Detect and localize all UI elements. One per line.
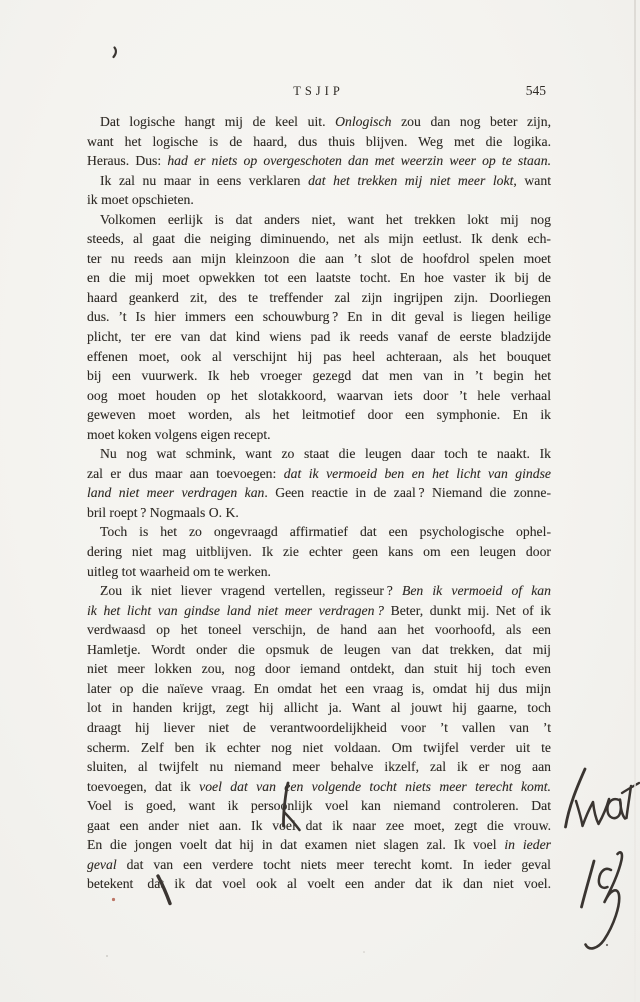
text-segment: niet meer lokken zou, nog door iemand ontdekt, dan stuit hij toch even — [87, 661, 551, 677]
text-line — [87, 796, 551, 816]
handwritten-c — [599, 869, 611, 888]
text-line — [87, 659, 551, 679]
text-segment: Beter, dunkt mij. Net of ik — [384, 602, 551, 618]
text-line — [87, 777, 551, 797]
handwritten-a — [607, 799, 625, 818]
text-segment: Dat logische hangt mij de keel uit. — [100, 114, 336, 129]
text-line — [87, 268, 551, 288]
text-line — [87, 444, 551, 464]
text-line — [87, 171, 551, 191]
text-line — [87, 874, 551, 894]
text-line — [87, 835, 551, 855]
handwritten-t-crossbar — [622, 783, 639, 793]
italic-text-segment: geval — [87, 856, 117, 872]
text-segment: haard geankerd zit, des te treffender zal zijn ingrijpen zijn. Doorliegen — [87, 289, 551, 305]
italic-text-segment: Ben ik vermoeid of kan — [401, 583, 551, 599]
text-segment: Zou ik niet liever vragend vertellen, regisseur ? — [100, 583, 402, 599]
text-segment: verdwaasd op het toneel verschijn, de hand aan het voorhoofd, als een — [87, 622, 551, 638]
text-line — [87, 542, 551, 562]
margin-brace-stroke — [566, 769, 586, 827]
text-line — [87, 366, 551, 386]
text-segment: Heraus. Dus: — [87, 153, 168, 169]
text-segment: Hamletje. Wordt onder die opsmuk de leugen van dat trekken, dat mij — [87, 641, 551, 657]
margin-annotation-wat — [576, 783, 639, 826]
text-segment: geweven moet worden, als het leitmotief door een symphonie. En ik — [87, 407, 551, 423]
paper-speck — [363, 951, 365, 953]
text-line — [87, 405, 551, 425]
italic-text-segment: in ieder — [504, 837, 551, 853]
text-segment: Toch is het zo ongevraagd affirmatief dat een psychologische ophel- — [100, 524, 551, 540]
text-segment: En die jongen voelt dat hij in dat examen niet slagen zal. Ik voel — [87, 837, 505, 853]
text-line — [87, 112, 551, 132]
text-line — [87, 679, 551, 699]
text-line — [87, 327, 551, 347]
handwritten-w — [576, 799, 609, 826]
text-segment: lot in handen krijgt, zegt hij allicht ja. Want al jouwt hij gaarne, toch — [87, 700, 551, 716]
italic-text-segment: dat het trekken mij niet meer lokt — [308, 172, 514, 188]
text-line — [87, 757, 551, 777]
handwritten-i-stroke — [582, 861, 595, 907]
text-segment: sluiten, al twijfelt nu niemand meer behalve ikzelf, zal ik er nog aan — [87, 759, 551, 775]
text-line — [87, 151, 551, 171]
ink-dot — [606, 944, 608, 946]
text-line — [87, 620, 551, 640]
italic-text-segment: ik het licht van gindse land niet meer verdragen ? — [87, 602, 385, 618]
page-edge-artifact — [634, 0, 636, 1002]
text-line — [87, 581, 551, 601]
text-segment: moet koken volgens eigen recept. — [87, 426, 271, 442]
text-segment: later op die naïeve vraag. En omdat het een vraag is, omdat hij dus mijn — [87, 680, 551, 696]
text-line — [87, 483, 551, 503]
text-segment: zal er dus maar aan toevoegen: — [87, 465, 284, 481]
text-segment: plicht, ter ere van dat kind wiens pad ik reeds vanaf de eerste bladzijde — [87, 329, 551, 345]
italic-text-segment: had er niets op overgeschoten dan met weerzin weer op te staan. — [167, 153, 551, 169]
text-segment: bril roept ? Nogmaals O. K. — [87, 504, 239, 520]
handwritten-t — [627, 786, 632, 818]
text-segment: dat ik dat voel ook al voelt een ander dat ik dan niet voel. — [147, 876, 551, 892]
text-segment: Ik zal nu maar in eens verklaren — [100, 172, 309, 188]
text-line — [87, 698, 551, 718]
text-line — [87, 816, 551, 836]
running-title: TSJIP — [293, 84, 344, 98]
text-line — [87, 347, 551, 367]
handwritten-h-loop — [586, 852, 622, 948]
text-line — [87, 425, 551, 445]
italic-text-segment: dat ik vermoeid ben en het licht van gindse — [283, 465, 552, 481]
text-line — [87, 503, 551, 523]
text-line — [87, 288, 551, 308]
text-line — [87, 738, 551, 758]
text-segment: en die mij moet opwekken tot een laatste tocht. En hoe vaster ik bij de — [87, 270, 551, 286]
text-line — [87, 522, 551, 542]
italic-text-segment: voel dat van een volgende tocht niets meer terecht komt. — [199, 778, 551, 794]
text-segment: oog moet houden op het slotakkoord, waarvan iets door ’t hele verhaal — [87, 387, 551, 403]
text-line — [87, 386, 551, 406]
text-segment: effenen moet, ook al verschijnt hij pas heel achteraan, als het bouquet — [87, 348, 551, 364]
text-line — [87, 210, 551, 230]
text-segment: . Geen reactie in de zaal ? Niemand die zonne- — [264, 485, 552, 501]
italic-text-segment: land niet meer verdragen kan — [87, 485, 265, 501]
text-line — [87, 229, 551, 249]
text-segment: uitleg tot waarheid om te werken. — [87, 563, 271, 579]
text-line — [87, 307, 551, 327]
text-segment: want het logische is de haard, dus thuis blijven. Weg met die logika. — [87, 133, 551, 149]
text-segment: ik moet opschieten. — [87, 192, 194, 208]
page-number: 545 — [525, 83, 546, 98]
text-line — [87, 249, 551, 269]
text-segment: dering niet mag uitblijven. Ik zie echter geen kans om een leugen door — [87, 544, 551, 560]
text-segment: dus. ’t Is hier immers een schouwburg ? En in dit geval is liegen heilige — [87, 309, 551, 325]
text-line — [87, 601, 551, 621]
text-segment: steeds, al gaat die neiging diminuendo, net als mijn eetlust. Ik denk ech- — [87, 231, 551, 247]
text-line — [87, 132, 551, 152]
text-segment: bij een vuurwerk. Ik heb vroeger gezegd dat men van in ’t begin het — [87, 368, 551, 384]
pen-tick-mark — [114, 48, 116, 58]
text-line — [87, 718, 551, 738]
text-segment: scherm. Zelf ben ik echter nog niet voldaan. Om twijfel verder uit te — [87, 739, 551, 755]
text-line — [87, 190, 551, 210]
text-segment: betekent — [87, 876, 134, 892]
paper-speck — [106, 955, 108, 957]
red-speck — [112, 898, 115, 901]
italic-text-segment: Onlogisch — [335, 114, 392, 129]
text-segment: toevoegen, dat ik — [87, 778, 200, 794]
text-segment: , want — [513, 172, 551, 188]
text-line — [87, 855, 551, 875]
text-segment: gaat een ander niet aan. Ik voel dat ik naar zee moet, zegt die vrouw. — [87, 817, 551, 833]
text-line — [87, 562, 551, 582]
text-segment: zou dan nog beter zijn, — [391, 114, 551, 129]
text-segment: Nu nog wat schmink, want zo staat die leugen daar toch te naakt. Ik — [100, 446, 551, 462]
text-segment: Voel is goed, want ik persoonlijk voel kan niemand controleren. Dat — [87, 798, 551, 814]
running-head — [88, 84, 549, 100]
text-segment: ter nu reeds aan mijn kleinzoon die aan ’t slot de hoofdrol spelen moet — [87, 250, 551, 266]
text-line — [87, 640, 551, 660]
margin-annotation-ich — [582, 852, 622, 948]
text-segment: draagt hij liever niet de verantwoordelijkheid voor ’t vallen van ’t — [87, 719, 551, 735]
text-line — [87, 464, 551, 484]
text-segment: dat van een verdere tocht niets meer terecht komt. In ieder geval — [116, 856, 551, 872]
text-segment: Volkomen eerlijk is dat anders niet, want het trekken lokt mij nog — [100, 211, 551, 227]
text-block — [87, 112, 551, 894]
